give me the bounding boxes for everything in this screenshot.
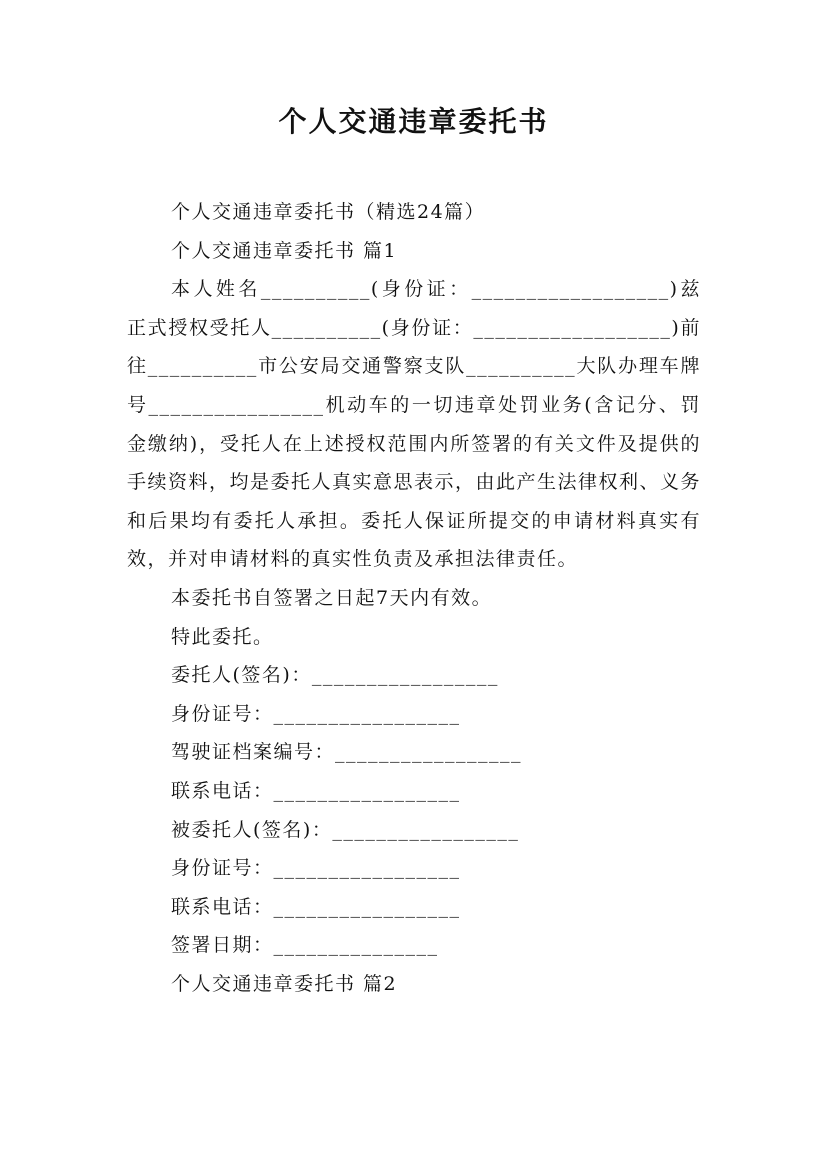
section-heading-2: 个人交通违章委托书 篇2 [171, 972, 398, 995]
agent-signature-field: 被委托人(签名)：_________________ [171, 818, 520, 841]
section-heading-1: 个人交通违章委托书 篇1 [171, 239, 398, 262]
document-body [127, 193, 701, 1003]
collection-heading: 个人交通违章委托书（精选24篇） [171, 201, 486, 223]
validity-paragraph: 本委托书自签署之日起7天内有效。 [171, 586, 493, 609]
principal-signature-field: 委托人(签名)：_________________ [171, 664, 499, 687]
document-title: 个人交通违章委托书 [278, 105, 549, 138]
license-file-number-field: 驾驶证档案编号：_________________ [171, 741, 523, 764]
agent-phone-field: 联系电话：_________________ [171, 895, 461, 918]
agent-id-field: 身份证号：_________________ [171, 857, 461, 880]
closing-line: 特此委托。 [171, 625, 274, 648]
principal-phone-field: 联系电话：_________________ [171, 779, 461, 802]
principal-id-field: 身份证号：_________________ [171, 702, 461, 725]
authorization-paragraph: 本人姓名__________(身份证：__________________)兹正式授权受托人__________(身份证：__________________)前往__________市公安局交通警察支队__________大队办理车牌号________________机动车的一切违章处罚业务(含记分、罚金缴纳)，受托人在上述授权范围内所签署的有关文件及提供的手续资料，均是委托人真实意思表示，由此产生法律权利、义务和后果均有委托人承担。委托人保证所提交的申请材料真实有效，并对申请材料的真实性负责及承担法律责任。 [127, 278, 702, 571]
signing-date-field: 签署日期：_______________ [171, 934, 439, 957]
